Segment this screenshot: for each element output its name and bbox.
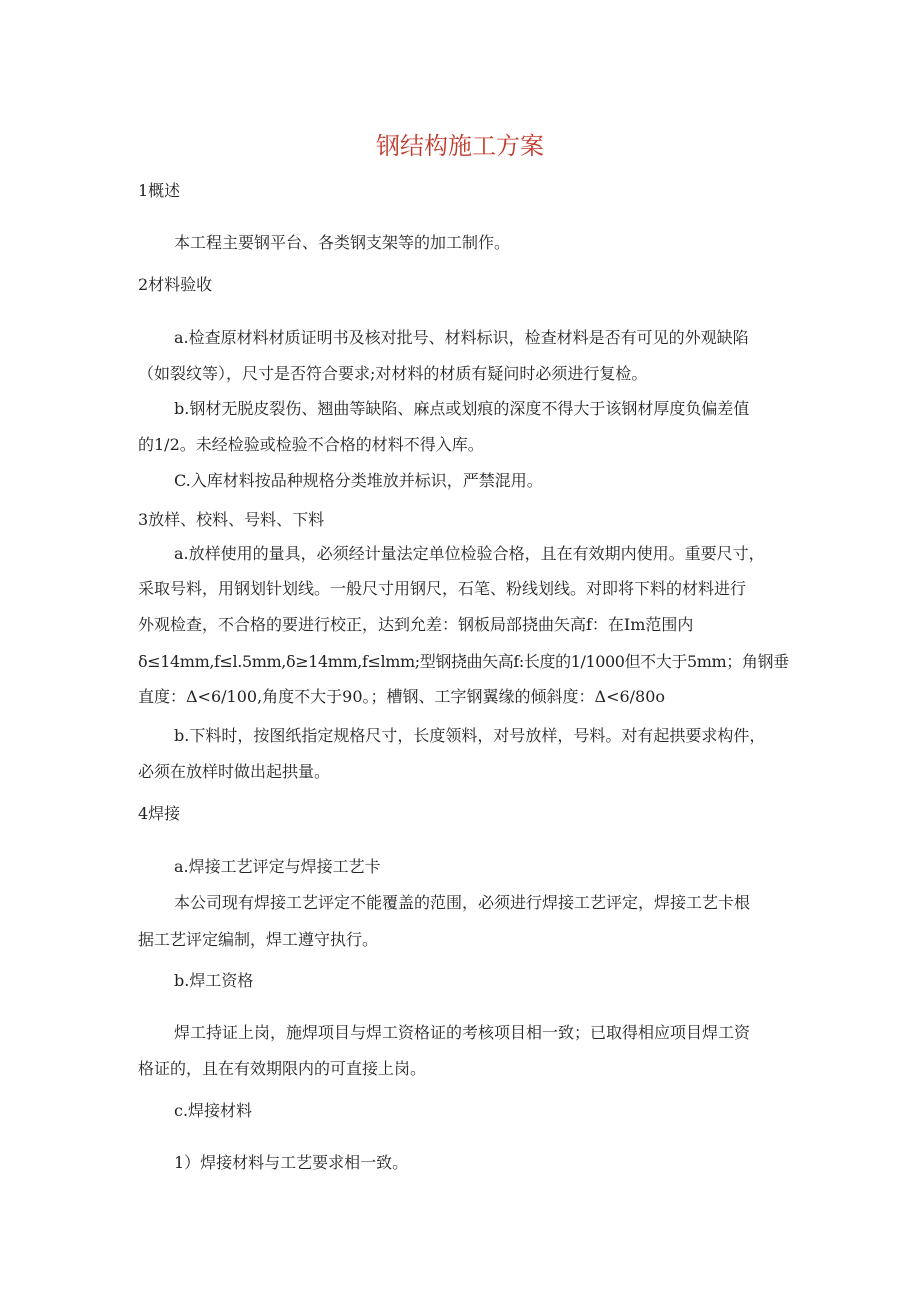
paragraph-line: a.检查原材料材质证明书及核对批号、材料标识，检查材料是否有可见的外观缺陷	[174, 328, 749, 347]
paragraph-line: 本公司现有焊接工艺评定不能覆盖的范围，必须进行焊接工艺评定，焊接工艺卡根	[174, 893, 751, 912]
list-item: 1）焊接材料与工艺要求相一致。	[174, 1153, 409, 1172]
paragraph-line: a.放样使用的量具，必须经计量法定单位检验合格，且在有效期内使用。重要尺寸，	[174, 544, 765, 563]
paragraph-line: 本工程主要钢平台、各类钢支架等的加工制作。	[174, 233, 511, 252]
paragraph-line: （如裂纹等），尺寸是否符合要求;对材料的材质有疑问时必须进行复检。	[138, 364, 648, 383]
document-title: 钢结构施工方案	[376, 132, 544, 160]
paragraph-line: b.钢材无脱皮裂伤、翘曲等缺陷、麻点或划痕的深度不得大于该钢材厚度负偏差值	[174, 399, 750, 418]
paragraph-line: δ≤14mm,f≤l.5mm,δ≥14mm,f≤lmm;型钢挠曲矢高f:长度的1/1000但不大于5mm；角钢垂	[138, 652, 789, 671]
subheading: a.焊接工艺评定与焊接工艺卡	[174, 857, 381, 876]
paragraph-line: 据工艺评定编制，焊工遵守执行。	[138, 930, 379, 949]
section-heading-welding: 4焊接	[138, 804, 181, 823]
paragraph-line: 格证的，且在有效期限内的可直接上岗。	[138, 1059, 427, 1078]
subheading: b.焊工资格	[174, 971, 254, 990]
section-heading-overview: 1概述	[138, 181, 181, 200]
section-heading-layout-cutting: 3放样、校料、号料、下料	[138, 510, 325, 529]
paragraph-line: 外观检查，不合格的要进行校正，达到允差：钢板局部挠曲矢高f：在Im范围内	[138, 615, 694, 634]
paragraph-line: 必须在放样时做出起拱量。	[138, 762, 331, 781]
paragraph-line: 的1/2。未经检验或检验不合格的材料不得入库。	[138, 435, 484, 454]
paragraph-line: 直度：Δ<6∕100,角度不大于90。；槽钢、工字钢翼缘的倾斜度：Δ<6∕80o	[138, 687, 666, 706]
paragraph-line: 采取号料，用钢划针划线。一般尺寸用钢尺，石笔、粉线划线。对即将下料的材料进行	[138, 579, 747, 598]
section-heading-material-acceptance: 2材料验收	[138, 275, 213, 294]
paragraph-line: C.入库材料按品种规格分类堆放并标识，严禁混用。	[174, 471, 543, 490]
paragraph-line: 焊工持证上岗，施焊项目与焊工资格证的考核项目相一致；已取得相应项目焊工资	[174, 1023, 751, 1042]
subheading: c.焊接材料	[174, 1101, 253, 1120]
paragraph-line: b.下料时，按图纸指定规格尺寸，长度领料，对号放样，号料。对有起拱要求构件，	[174, 726, 766, 745]
